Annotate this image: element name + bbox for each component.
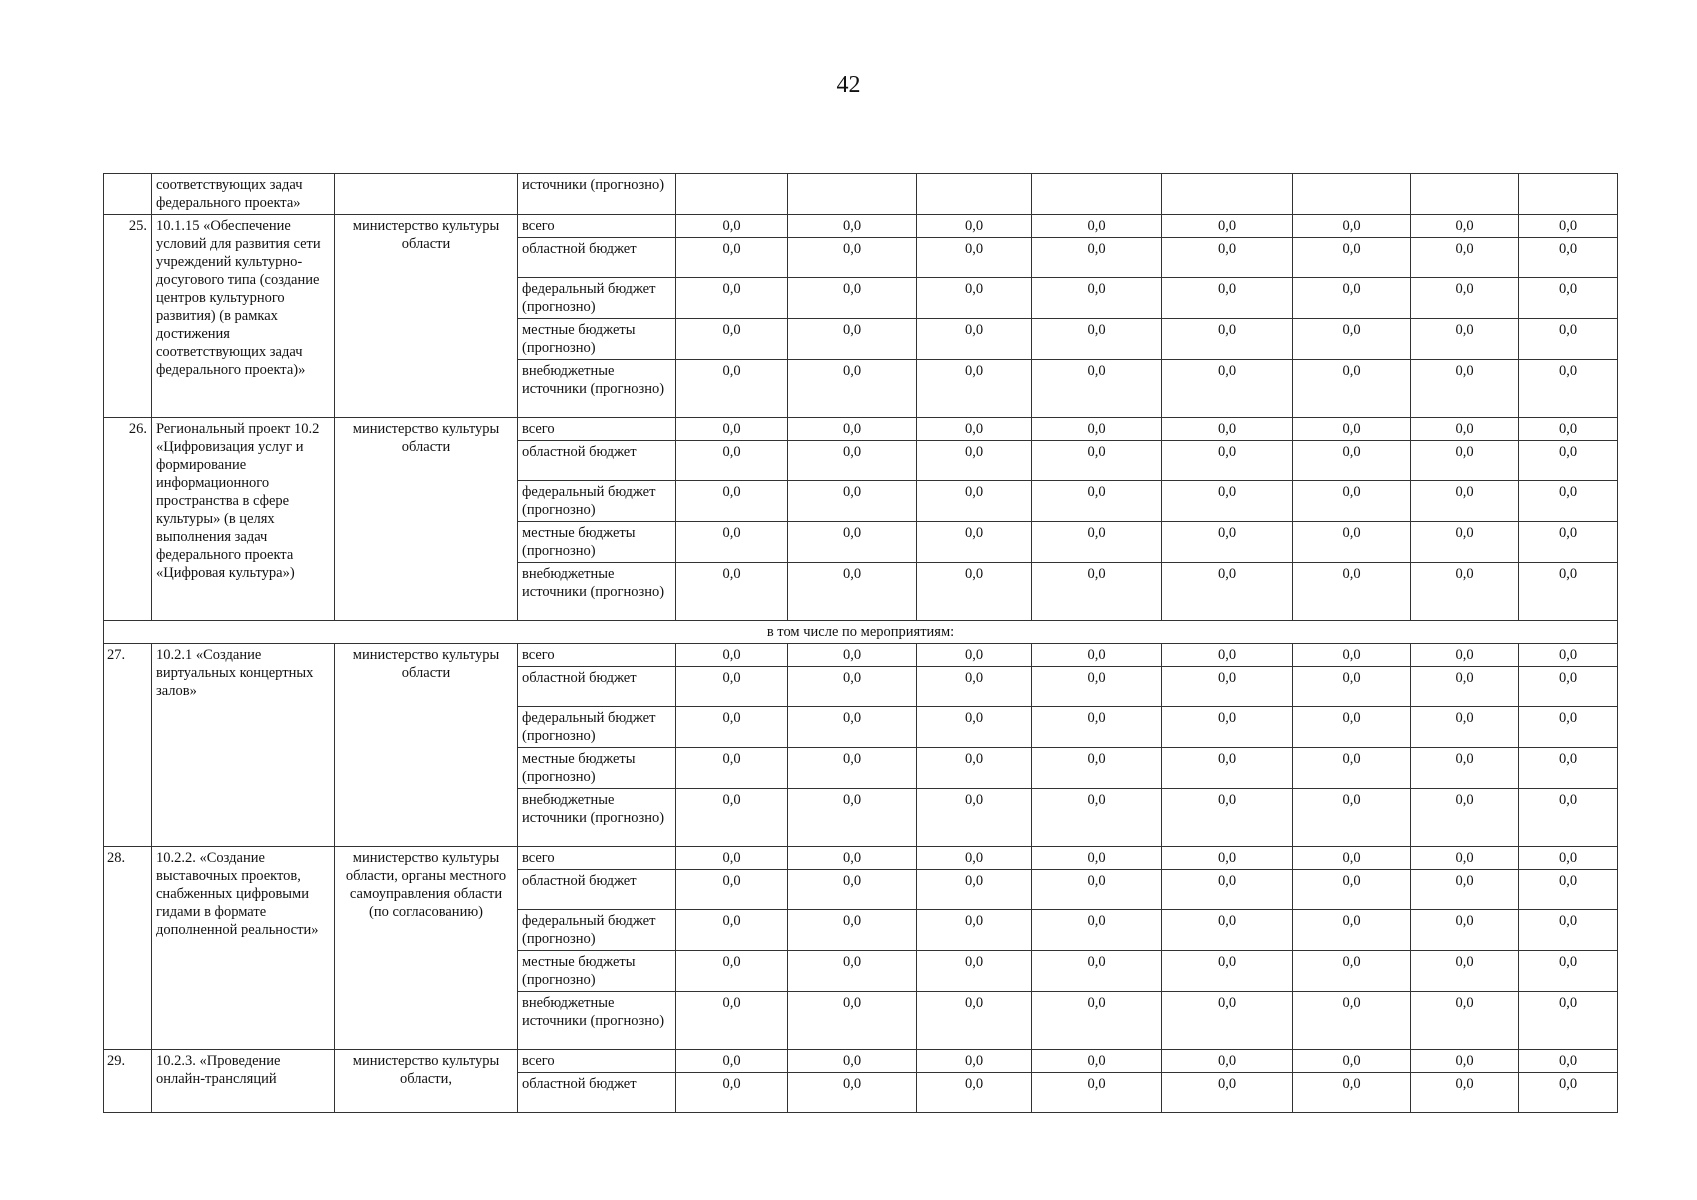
value-cell: 0,0 xyxy=(1519,951,1618,992)
value-cell: 0,0 xyxy=(1519,215,1618,238)
value-cell: 0,0 xyxy=(1162,278,1293,319)
value-cell: 0,0 xyxy=(1293,481,1411,522)
value-cell: 0,0 xyxy=(788,360,917,418)
subheading-row xyxy=(104,621,1618,644)
value-cell xyxy=(788,174,917,215)
value-cell: 0,0 xyxy=(1293,992,1411,1050)
value-cell: 0,0 xyxy=(788,748,917,789)
value-cell: 0,0 xyxy=(676,644,788,667)
funding-source: всего xyxy=(518,418,676,441)
value-cell: 0,0 xyxy=(1411,1073,1519,1113)
row-number: 26. xyxy=(104,418,152,621)
value-cell: 0,0 xyxy=(1293,847,1411,870)
value-cell: 0,0 xyxy=(1519,748,1618,789)
value-cell: 0,0 xyxy=(1293,707,1411,748)
activity-name: 10.2.2. «Создание выставочных проектов, снабженных цифровыми гидами в формате дополненной реальности» xyxy=(152,847,335,1050)
value-cell: 0,0 xyxy=(1519,910,1618,951)
value-cell: 0,0 xyxy=(676,238,788,278)
row-number: 29. xyxy=(104,1050,152,1113)
funding-source: местные бюджеты (прогнозно) xyxy=(518,319,676,360)
value-cell: 0,0 xyxy=(1162,789,1293,847)
value-cell: 0,0 xyxy=(1411,707,1519,748)
value-cell: 0,0 xyxy=(788,870,917,910)
value-cell xyxy=(1519,174,1618,215)
row-number: 27. xyxy=(104,644,152,847)
value-cell: 0,0 xyxy=(1032,847,1162,870)
value-cell xyxy=(1293,174,1411,215)
table-row xyxy=(104,847,1618,870)
value-cell: 0,0 xyxy=(1519,644,1618,667)
value-cell: 0,0 xyxy=(1032,563,1162,621)
value-cell: 0,0 xyxy=(1162,847,1293,870)
value-cell: 0,0 xyxy=(1519,870,1618,910)
table-row xyxy=(104,174,1618,215)
value-cell: 0,0 xyxy=(917,238,1032,278)
value-cell: 0,0 xyxy=(676,847,788,870)
value-cell: 0,0 xyxy=(788,644,917,667)
value-cell: 0,0 xyxy=(1519,522,1618,563)
value-cell: 0,0 xyxy=(788,238,917,278)
value-cell: 0,0 xyxy=(1162,992,1293,1050)
value-cell: 0,0 xyxy=(1519,707,1618,748)
value-cell: 0,0 xyxy=(1032,215,1162,238)
value-cell: 0,0 xyxy=(1032,441,1162,481)
value-cell: 0,0 xyxy=(788,667,917,707)
value-cell: 0,0 xyxy=(1519,360,1618,418)
value-cell: 0,0 xyxy=(1411,847,1519,870)
value-cell xyxy=(917,174,1032,215)
funding-source: внебюджетные источники (прогнозно) xyxy=(518,563,676,621)
funding-source: местные бюджеты (прогнозно) xyxy=(518,522,676,563)
value-cell: 0,0 xyxy=(1293,319,1411,360)
value-cell: 0,0 xyxy=(788,847,917,870)
funding-source: областной бюджет xyxy=(518,1073,676,1113)
value-cell: 0,0 xyxy=(1293,278,1411,319)
value-cell: 0,0 xyxy=(1411,951,1519,992)
value-cell: 0,0 xyxy=(1032,910,1162,951)
value-cell: 0,0 xyxy=(676,707,788,748)
value-cell: 0,0 xyxy=(1293,1073,1411,1113)
value-cell: 0,0 xyxy=(1032,319,1162,360)
value-cell: 0,0 xyxy=(1293,418,1411,441)
value-cell: 0,0 xyxy=(1293,441,1411,481)
value-cell: 0,0 xyxy=(1032,1050,1162,1073)
value-cell: 0,0 xyxy=(917,418,1032,441)
table-row xyxy=(104,418,1618,441)
value-cell: 0,0 xyxy=(1411,992,1519,1050)
value-cell: 0,0 xyxy=(1162,215,1293,238)
responsible-executor: министерство культуры области xyxy=(335,215,518,418)
value-cell: 0,0 xyxy=(788,1073,917,1113)
value-cell: 0,0 xyxy=(1032,418,1162,441)
row-number: 25. xyxy=(104,215,152,418)
funding-source: областной бюджет xyxy=(518,441,676,481)
value-cell: 0,0 xyxy=(917,1050,1032,1073)
funding-source: внебюджетные источники (прогнозно) xyxy=(518,789,676,847)
value-cell: 0,0 xyxy=(788,481,917,522)
responsible-executor: министерство культуры области xyxy=(335,418,518,621)
value-cell: 0,0 xyxy=(1411,667,1519,707)
value-cell: 0,0 xyxy=(1519,667,1618,707)
funding-source: областной бюджет xyxy=(518,667,676,707)
value-cell xyxy=(1162,174,1293,215)
value-cell: 0,0 xyxy=(788,951,917,992)
responsible-executor: министерство культуры области xyxy=(335,644,518,847)
funding-source: федеральный бюджет (прогнозно) xyxy=(518,707,676,748)
value-cell: 0,0 xyxy=(1032,667,1162,707)
value-cell: 0,0 xyxy=(676,1050,788,1073)
value-cell: 0,0 xyxy=(676,1073,788,1113)
value-cell: 0,0 xyxy=(1162,1050,1293,1073)
value-cell: 0,0 xyxy=(788,563,917,621)
value-cell: 0,0 xyxy=(917,707,1032,748)
value-cell: 0,0 xyxy=(1519,992,1618,1050)
row-number-cell xyxy=(104,174,152,215)
value-cell: 0,0 xyxy=(1293,522,1411,563)
funding-source: всего xyxy=(518,215,676,238)
funding-source: всего xyxy=(518,644,676,667)
value-cell: 0,0 xyxy=(676,951,788,992)
value-cell: 0,0 xyxy=(788,319,917,360)
value-cell: 0,0 xyxy=(1162,667,1293,707)
value-cell: 0,0 xyxy=(1411,238,1519,278)
value-cell: 0,0 xyxy=(1519,319,1618,360)
value-cell: 0,0 xyxy=(917,319,1032,360)
funding-source: внебюджетные источники (прогнозно) xyxy=(518,360,676,418)
value-cell: 0,0 xyxy=(1519,238,1618,278)
value-cell xyxy=(1032,174,1162,215)
value-cell: 0,0 xyxy=(1032,278,1162,319)
value-cell: 0,0 xyxy=(917,870,1032,910)
value-cell: 0,0 xyxy=(917,278,1032,319)
table-row xyxy=(104,644,1618,667)
value-cell: 0,0 xyxy=(1032,789,1162,847)
value-cell: 0,0 xyxy=(1519,847,1618,870)
activity-name: 10.2.3. «Проведение онлайн-трансляций xyxy=(152,1050,335,1113)
activity-name: Региональный проект 10.2 «Цифровизация услуг и формирование информационного пространства в сфере культуры» (в целях выполнения задач федерального проекта «Цифровая культура») xyxy=(152,418,335,621)
table-row xyxy=(104,215,1618,238)
value-cell: 0,0 xyxy=(1411,481,1519,522)
value-cell: 0,0 xyxy=(788,441,917,481)
value-cell: 0,0 xyxy=(1519,563,1618,621)
value-cell: 0,0 xyxy=(1411,522,1519,563)
value-cell: 0,0 xyxy=(1032,707,1162,748)
value-cell: 0,0 xyxy=(788,522,917,563)
value-cell: 0,0 xyxy=(917,522,1032,563)
value-cell: 0,0 xyxy=(1032,870,1162,910)
value-cell: 0,0 xyxy=(917,992,1032,1050)
activity-name: 10.2.1 «Создание виртуальных концертных залов» xyxy=(152,644,335,847)
value-cell: 0,0 xyxy=(1411,644,1519,667)
value-cell: 0,0 xyxy=(917,789,1032,847)
page-number: 42 xyxy=(836,72,861,98)
funding-source: источники (прогнозно) xyxy=(518,174,676,215)
funding-source: всего xyxy=(518,1050,676,1073)
value-cell: 0,0 xyxy=(1162,319,1293,360)
value-cell: 0,0 xyxy=(1411,441,1519,481)
value-cell: 0,0 xyxy=(1411,319,1519,360)
value-cell: 0,0 xyxy=(1411,278,1519,319)
value-cell: 0,0 xyxy=(917,481,1032,522)
value-cell: 0,0 xyxy=(1293,951,1411,992)
value-cell: 0,0 xyxy=(1411,215,1519,238)
budget-table xyxy=(103,173,1618,1113)
value-cell: 0,0 xyxy=(1411,563,1519,621)
value-cell: 0,0 xyxy=(676,418,788,441)
value-cell: 0,0 xyxy=(1032,992,1162,1050)
value-cell: 0,0 xyxy=(1032,481,1162,522)
value-cell: 0,0 xyxy=(1519,418,1618,441)
value-cell: 0,0 xyxy=(788,789,917,847)
value-cell: 0,0 xyxy=(1519,278,1618,319)
value-cell: 0,0 xyxy=(1293,748,1411,789)
value-cell: 0,0 xyxy=(1519,441,1618,481)
value-cell: 0,0 xyxy=(1032,951,1162,992)
value-cell: 0,0 xyxy=(1293,870,1411,910)
funding-source: областной бюджет xyxy=(518,870,676,910)
value-cell xyxy=(1411,174,1519,215)
value-cell: 0,0 xyxy=(676,789,788,847)
value-cell: 0,0 xyxy=(1162,910,1293,951)
funding-source: местные бюджеты (прогнозно) xyxy=(518,748,676,789)
value-cell: 0,0 xyxy=(1162,481,1293,522)
value-cell: 0,0 xyxy=(1032,360,1162,418)
value-cell: 0,0 xyxy=(1032,522,1162,563)
value-cell: 0,0 xyxy=(1293,238,1411,278)
value-cell: 0,0 xyxy=(917,1073,1032,1113)
table-body xyxy=(104,174,1618,1113)
value-cell: 0,0 xyxy=(1162,748,1293,789)
value-cell: 0,0 xyxy=(1032,238,1162,278)
value-cell: 0,0 xyxy=(788,1050,917,1073)
value-cell: 0,0 xyxy=(917,644,1032,667)
responsible-executor: министерство культуры области, органы местного самоуправления области (по согласованию) xyxy=(335,847,518,1050)
value-cell: 0,0 xyxy=(676,748,788,789)
value-cell: 0,0 xyxy=(676,870,788,910)
value-cell: 0,0 xyxy=(1411,418,1519,441)
value-cell: 0,0 xyxy=(788,910,917,951)
subheading: в том числе по мероприятиям: xyxy=(104,621,1618,644)
value-cell: 0,0 xyxy=(676,319,788,360)
value-cell: 0,0 xyxy=(1162,360,1293,418)
value-cell: 0,0 xyxy=(1519,1073,1618,1113)
value-cell: 0,0 xyxy=(676,563,788,621)
value-cell: 0,0 xyxy=(1162,870,1293,910)
value-cell: 0,0 xyxy=(1411,360,1519,418)
value-cell: 0,0 xyxy=(1411,748,1519,789)
value-cell: 0,0 xyxy=(1293,215,1411,238)
value-cell: 0,0 xyxy=(788,418,917,441)
funding-source: областной бюджет xyxy=(518,238,676,278)
value-cell: 0,0 xyxy=(1519,1050,1618,1073)
value-cell: 0,0 xyxy=(1411,870,1519,910)
responsible-cell xyxy=(335,174,518,215)
value-cell: 0,0 xyxy=(1032,1073,1162,1113)
value-cell: 0,0 xyxy=(917,441,1032,481)
value-cell: 0,0 xyxy=(1411,1050,1519,1073)
value-cell: 0,0 xyxy=(917,360,1032,418)
value-cell: 0,0 xyxy=(788,215,917,238)
value-cell: 0,0 xyxy=(917,951,1032,992)
funding-source: федеральный бюджет (прогнозно) xyxy=(518,278,676,319)
value-cell: 0,0 xyxy=(1411,910,1519,951)
value-cell: 0,0 xyxy=(1293,563,1411,621)
activity-name: 10.1.15 «Обеспечение условий для развития сети учреждений культурно-досугового типа (создание центров культурного развития) (в рамках достижения соответствующих задач федерального проекта)» xyxy=(152,215,335,418)
funding-source: внебюджетные источники (прогнозно) xyxy=(518,992,676,1050)
value-cell: 0,0 xyxy=(676,992,788,1050)
value-cell: 0,0 xyxy=(1293,360,1411,418)
value-cell: 0,0 xyxy=(1293,667,1411,707)
value-cell: 0,0 xyxy=(1162,238,1293,278)
value-cell: 0,0 xyxy=(1162,1073,1293,1113)
value-cell: 0,0 xyxy=(1162,563,1293,621)
value-cell: 0,0 xyxy=(676,278,788,319)
activity-name: соответствующих задач федерального проекта» xyxy=(152,174,335,215)
value-cell: 0,0 xyxy=(917,667,1032,707)
funding-source: федеральный бюджет (прогнозно) xyxy=(518,481,676,522)
value-cell: 0,0 xyxy=(1162,644,1293,667)
value-cell: 0,0 xyxy=(676,441,788,481)
value-cell: 0,0 xyxy=(676,667,788,707)
value-cell: 0,0 xyxy=(917,910,1032,951)
value-cell: 0,0 xyxy=(1519,481,1618,522)
value-cell: 0,0 xyxy=(1032,644,1162,667)
value-cell: 0,0 xyxy=(1293,1050,1411,1073)
responsible-executor: министерство культуры области, xyxy=(335,1050,518,1113)
value-cell: 0,0 xyxy=(1519,789,1618,847)
value-cell: 0,0 xyxy=(917,748,1032,789)
value-cell: 0,0 xyxy=(676,360,788,418)
value-cell: 0,0 xyxy=(788,707,917,748)
value-cell: 0,0 xyxy=(917,847,1032,870)
value-cell: 0,0 xyxy=(676,481,788,522)
value-cell: 0,0 xyxy=(788,992,917,1050)
funding-source: федеральный бюджет (прогнозно) xyxy=(518,910,676,951)
value-cell: 0,0 xyxy=(676,910,788,951)
funding-source: местные бюджеты (прогнозно) xyxy=(518,951,676,992)
value-cell: 0,0 xyxy=(1411,789,1519,847)
value-cell: 0,0 xyxy=(917,563,1032,621)
value-cell: 0,0 xyxy=(788,278,917,319)
funding-source: всего xyxy=(518,847,676,870)
value-cell: 0,0 xyxy=(1162,441,1293,481)
value-cell: 0,0 xyxy=(1293,644,1411,667)
value-cell: 0,0 xyxy=(1293,789,1411,847)
value-cell: 0,0 xyxy=(917,215,1032,238)
value-cell: 0,0 xyxy=(676,215,788,238)
value-cell xyxy=(676,174,788,215)
value-cell: 0,0 xyxy=(1162,951,1293,992)
value-cell: 0,0 xyxy=(1162,418,1293,441)
value-cell: 0,0 xyxy=(1293,910,1411,951)
value-cell: 0,0 xyxy=(1162,707,1293,748)
value-cell: 0,0 xyxy=(1162,522,1293,563)
row-number: 28. xyxy=(104,847,152,1050)
value-cell: 0,0 xyxy=(676,522,788,563)
table-row xyxy=(104,1050,1618,1073)
value-cell: 0,0 xyxy=(1032,748,1162,789)
